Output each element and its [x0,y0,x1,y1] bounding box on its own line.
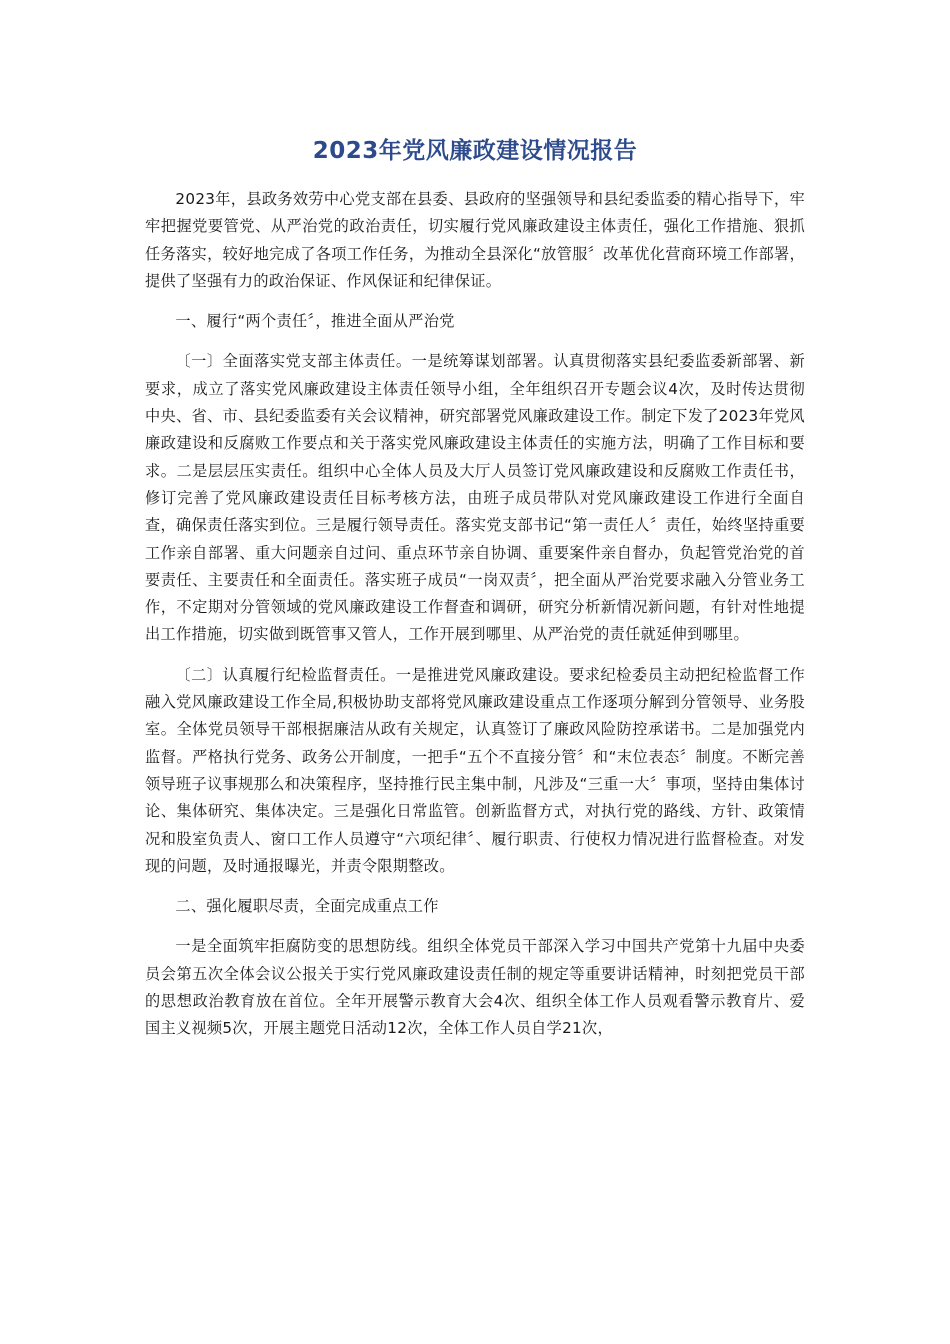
paragraph-subsection-2: 〔二〕认真履行纪检监督责任。一是推进党风廉政建设。要求纪检委员主动把纪检监督工作融入党风廉政建设工作全局,积极协助支部将党风廉政建设重点工作逐项分解到分管领导、业务股室。全体党员领导干部根据廉洁从政有关规定，认真签订了廉政风险防控承诺书。二是加强党内监督。严格执行党务、政务公开制度，一把手“五个不直接分管〞和“末位表态〞制度。不断完善领导班子议事规那么和决策程序，坚持推行民主集中制，凡涉及“三重一大〞事项，坚持由集体讨论、集体研究、集体决定。三是强化日常监管。创新监督方式，对执行党的路线、方针、政策情况和股室负责人、窗口工作人员遵守“六项纪律〞、履行职责、行使权力情况进行监督检查。对发现的问题，及时通报曝光，并责令限期整改。 [145,665,805,875]
section-heading-1: 一、履行“两个责任〞，推进全面从严治党 [175,312,455,331]
paragraph-subsection-1: 〔一〕全面落实党支部主体责任。一是统筹谋划部署。认真贯彻落实县纪委监委新部署、新要求，成立了落实党风廉政建设主体责任领导小组，全年组织召开专题会议4次，及时传达贯彻中央、省、市、县纪委监委有关会议精神，研究部署党风廉政建设工作。制定下发了2023年党风廉政建设和反腐败工作要点和关于落实党风廉政建设主体责任的实施方法，明确了工作目标和要求。二是层层压实责任。组织中心全体人员及大厅人员签订党风廉政建设和反腐败工作责任书，修订完善了党风廉政建设责任目标考核方法，由班子成员带队对党风廉政建设工作进行全面自查，确保责任落实到位。三是履行领导责任。落实党支部书记“第一责任人〞责任，始终坚持重要工作亲自部署、重大问题亲自过问、重点环节亲自协调、重要案件亲自督办，负起管党治党的首要责任、主要责任和全面责任。落实班子成员“一岗双责〞，把全面从严治党要求融入分管业务工作，不定期对分管领域的党风廉政建设工作督查和调研，研究分析新情况新问题，有针对性地提出工作措施，切实做到既管事又管人，工作开展到哪里、从严治党的责任就延伸到哪里。 [145,352,805,644]
paragraph-intro: 2023年，县政务效劳中心党支部在县委、县政府的坚强领导和县纪委监委的精心指导下，牢牢把握党要管党、从严治党的政治责任，切实履行党风廉政建设主体责任，强化工作措施、狠抓任务落实，较好地完成了各项工作任务，为推动全县深化“放管服〞改革优化营商环境工作部署，提供了坚强有力的政治保证、作风保证和纪律保证。 [145,190,805,290]
document-title: 2023年党风廉政建设情况报告 [312,138,638,164]
section-heading-2: 二、强化履职尽责，全面完成重点工作 [175,897,439,916]
paragraph-section-2-item-1: 一是全面筑牢拒腐防变的思想防线。组织全体党员干部深入学习中国共产党第十九届中央委员会第五次全体会议公报关于实行党风廉政建设责任制的规定等重要讲话精神，时刻把党员干部的思想政治教育放在首位。全年开展警示教育大会4次、组织全体工作人员观看警示教育片、爱国主义视频5次，开展主题党日活动12次，全体工作人员自学21次， [145,937,805,1038]
document-body [145,186,805,1043]
